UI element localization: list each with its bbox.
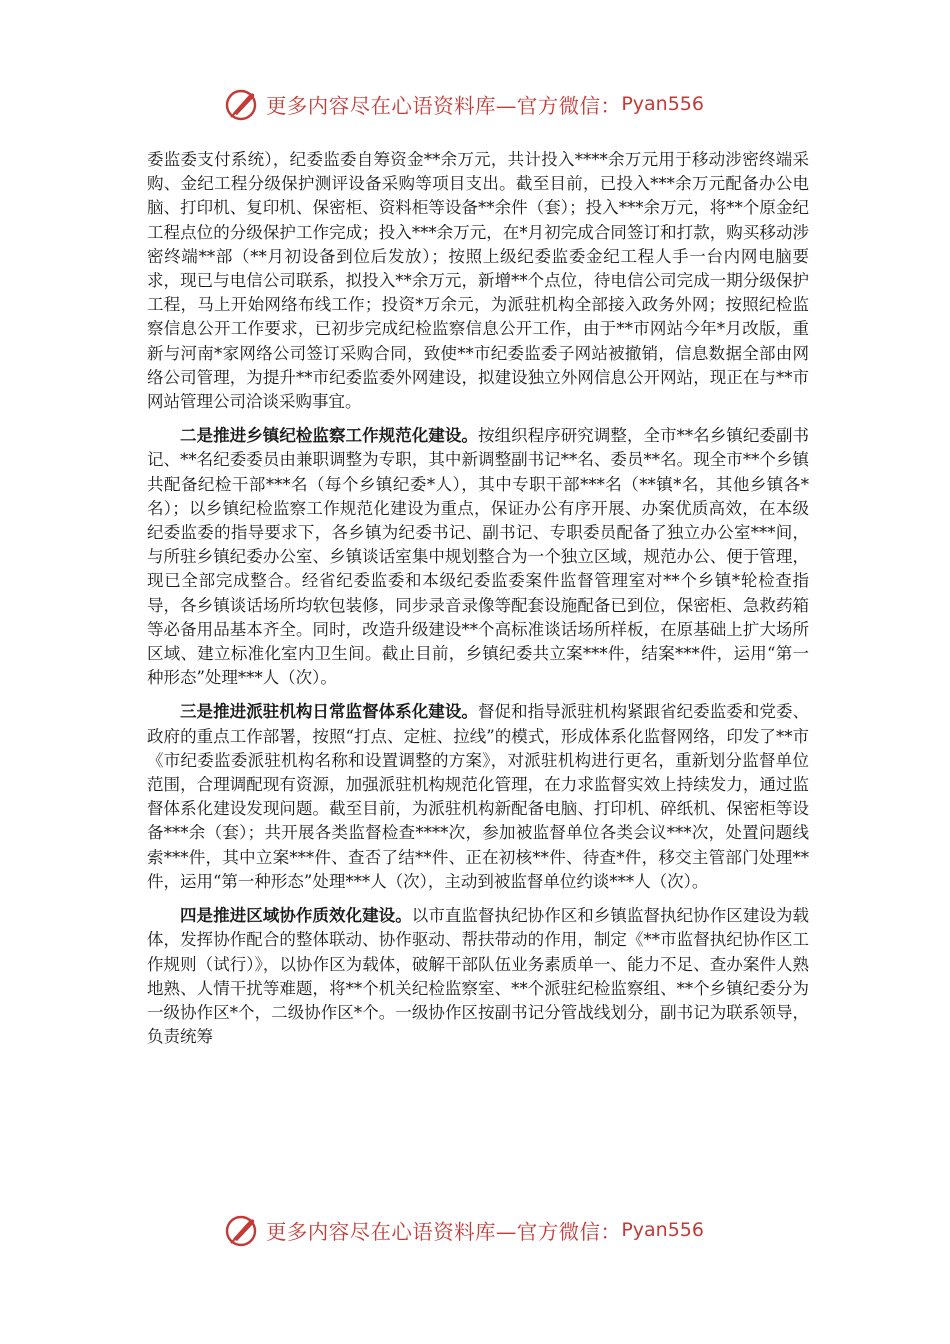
- banner-text: 更多内容尽在心语资料库—官方微信：: [266, 1220, 622, 1244]
- banner-wechat-id: Pyan556: [621, 93, 704, 115]
- banner-text: 更多内容尽在心语资料库—官方微信：: [266, 94, 622, 118]
- paragraph-lead: 二是推进乡镇纪检监察工作规范化建设。: [180, 426, 478, 446]
- paragraph-text: 督促和指导派驻机构紧跟省纪委监委和党委、政府的重点工作部署，按照“打点、定桩、拉线”的模式，形成体系化监督网络，印发了**市《市纪委监委派驻机构名称和设置调整的方案》，对派驻机构进行更名，重新划分监督单位范围，合理调配现有资源，加强派驻机构规范化管理，在力求监督实效上持续发力，通过监督体系化建设发现问题。截至目前，为派驻机构新配备电脑、打印机、碎纸机、保密柜等设备***余（套）；共开展各类监督检查****次，参加被监督单位各类会议***次，处置问题线索***件，其中立案***件、查否了结**件、正在初核**件、待查*件，移交主管部门处理**件，运用“第一种形态”处理***人（次），主动到被监督单位约谈***人（次）。: [147, 702, 810, 891]
- paragraph-lead: 四是推进区域协作质效化建设。: [180, 906, 412, 926]
- paragraph-township: [147, 424, 809, 690]
- banner-wechat-id: Pyan556: [621, 1219, 704, 1241]
- paragraph-text: 委监委支付系统），纪委监委自筹资金**余万元，共计投入****余万元用于移动涉密终端采购、金纪工程分级保护测评设备采购等项目支出。截至目前，已投入***余万元配备办公电脑、打印机、复印机、保密柜、资料柜等设备**余件（套）；投入***余万元，将**个原金纪工程点位的分级保护工作完成；投入***余万元，在*月初完成合同签订和打款，购买移动涉密终端**部（**月初设备到位后发放）；按照上级纪委监委金纪工程人手一台内网电脑要求，现已与电信公司联系，拟投入**余万元，新增**个点位，待电信公司完成一期分级保护工程，马上开始网络布线工作；投资*万余元，为派驻机构全部接入政务外网；按照纪检监察信息公开工作要求，已初步完成纪检监察信息公开工作，由于**市网站今年*月改版，重新与河南*家网络公司签订采购合同，致使**市纪委监委子网站被撤销，信息数据全部由网络公司管理，为提升**市纪委监委外网建设，拟建设独立外网信息公开网站，现正在与**市网站管理公司洽谈采购事宜。: [147, 150, 809, 412]
- paragraph-lead: 三是推进派驻机构日常监督体系化建设。: [180, 702, 478, 722]
- quill-logo-icon: [224, 86, 260, 122]
- paragraph-regional: [147, 904, 809, 1049]
- paragraph-continued: [147, 148, 809, 414]
- paragraph-stationed: [147, 700, 809, 894]
- paragraph-text: 以市直监督执纪协作区和乡镇监督执纪协作区建设为载体，发挥协作配合的整体联动、协作驱动、帮扶带动的作用，制定《**市监督执纪协作区工作规则（试行）》，以协作区为载体，破解干部队伍业务素质单一、能力不足、查办案件人熟地熟、人情干扰等难题，将**个机关纪检监察室、**个派驻纪检监察组、**个乡镇纪委分为一级协作区*个，二级协作区*个。一级协作区按副书记分管战线划分，副书记为联系领导，负责统筹: [147, 906, 810, 1047]
- document-body: [147, 148, 809, 1049]
- header-banner: [0, 82, 950, 126]
- paragraph-text: 按组织程序研究调整，全市**名乡镇纪委副书记、**名纪委委员由兼职调整为专职，其中新调整副书记**名、委员**名。现全市**个乡镇共配备纪检干部***名（每个乡镇纪委*人），其中专职干部***名（**镇*名，其他乡镇各*名）；以乡镇纪检监察工作规范化建设为重点，保证办公有序开展、办案优质高效，在本级纪委监委的指导要求下，各乡镇为纪委书记、副书记、专职委员配备了独立办公室***间，与所驻乡镇纪委办公室、乡镇谈话室集中规划整合为一个独立区域，规范办公、便于管理，现已全部完成整合。经省纪委监委和本级纪委监委案件监督管理室对**个乡镇*轮检查指导，各乡镇谈话场所均软包装修，同步录音录像等配套设施配备已到位，保密柜、急救药箱等必备用品基本齐全。同时，改造升级建设**个高标准谈话场所样板，在原基础上扩大场所区域、建立标准化室内卫生间。截止目前，乡镇纪委共立案***件，结案***件，运用“第一种形态”处理***人（次）。: [147, 426, 810, 688]
- quill-logo-icon: [224, 1212, 260, 1248]
- footer-banner: [0, 1208, 950, 1252]
